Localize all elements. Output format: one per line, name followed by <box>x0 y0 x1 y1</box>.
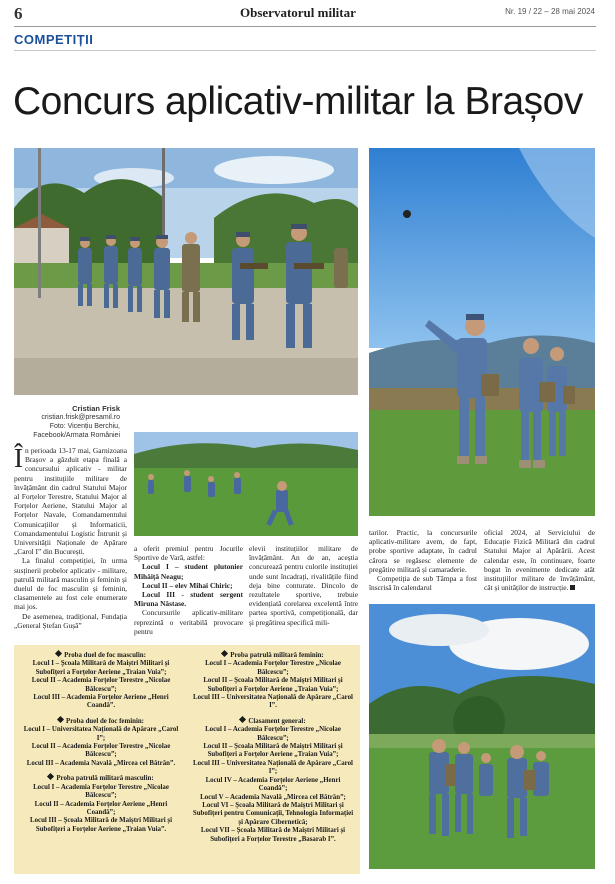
photo-patrol-running <box>369 604 595 869</box>
author-name: Cristian Frisk <box>72 404 120 413</box>
result-block-patrula-feminin <box>191 651 355 711</box>
result-block-duel-masculin <box>20 651 182 711</box>
result-line: Locul II – Școala Militară de Maiștri Militari și Subofițeri a Forțelor Aeriene „Traian Vuia”; <box>203 677 343 693</box>
section-label: COMPETIȚII <box>14 32 94 47</box>
photo-source: Facebook/Armata României <box>33 432 120 439</box>
diamond-bullet-icon <box>239 716 246 723</box>
result-block-duel-feminin <box>20 717 182 768</box>
section-rule <box>14 50 596 51</box>
author-email: cristian.frisk@presamil.ro <box>41 414 120 421</box>
article-column-5 <box>484 528 595 592</box>
col3-paragraph: elevii instituțiilor militare de învățământ. An de an, aceștia concurează pentru culorile instituției unde sunt încadrați, rivalitățile fiind deja bine conturate. Dincolo de rezultatele sportive, trebuie evidențiată corelarea excelentă între partea sportivă, competițională, dar și pregătirea specifică mili- <box>249 544 358 627</box>
article-column-4 <box>369 528 477 592</box>
col4-paragraph-2: Competiția de sub Tâmpa a fost înscrisă în calendarul <box>369 574 477 593</box>
photo-grenade-throw <box>369 148 595 516</box>
result-line: Locul III – Școala Militară de Maiștri Militari și Subofițeri a Forțelor Aeriene „Traian Vuia”. <box>29 817 172 833</box>
result-title: Clasament general: <box>248 717 306 725</box>
results-box <box>14 645 360 874</box>
page-number: 6 <box>14 4 23 23</box>
result-title: Proba patrulă militară masculin: <box>56 775 154 783</box>
article-credits <box>0 404 120 440</box>
result-line: Locul II – Școala Militară de Maiștri Militari și Subofițeri a Forțelor Aeriene „Traian Vuia”; <box>203 743 343 759</box>
result-line: Locul III – Academia Navală „Mircea cel Bătrân”. <box>26 759 176 767</box>
col1-paragraph-1: n perioada 13-17 mai, Garnizoana Brașov a găzduit etapa finală a concursului aplicativ - militar pentru instituțiile militare de învățământ din cadrul Statului Major al Forțelor Terestre, Statului Major al Forțelor Aeriene, Statului Major al Forțelor Navale, Comandamentului Comunicațiilor și Informaticii, Comandamentului Logistic Întrunit și Universității Naționale de Apărare „Carol I” din București. <box>14 446 127 557</box>
diamond-bullet-icon <box>55 650 62 657</box>
diamond-bullet-icon <box>57 716 64 723</box>
col1-paragraph-2: La finalul competiției, în urma susținerii probelor aplicativ - militare, patrulă militară masculin și feminin și duelul de foc masculin și feminin, clasamentele au fost cele enumerate mai jos. <box>14 556 127 612</box>
photo-credit: Foto: Vicențiu Berchiu, <box>49 423 120 430</box>
col4-paragraph-1: tarilor. Practic, la concursurile aplicativ-militare avem, de fapt, probe sportive adaptate, în cadrul cărora se regăsesc elemente de pregătire militară și camaraderie. <box>369 528 477 574</box>
col5-paragraph: oficial 2024, al Serviciului de Educație Fizică Militară din cadrul Statului Major al Apărării. Acest calendar este, în continuare, foarte bogat în evenimente dedicate atât instituțiilor militare de învățământ, cât și unităților de instrucție. <box>484 528 595 593</box>
article-column-1 <box>14 443 127 630</box>
result-title: Proba duel de foc feminin: <box>66 717 144 725</box>
results-left-column <box>20 651 182 834</box>
headline: Concurs aplicativ-militar la Brașov <box>13 80 583 123</box>
result-title: Proba duel de foc masculin: <box>64 652 146 659</box>
award-second: Locul II – elev Mihai Chiric; <box>142 580 233 590</box>
result-line: Locul V – Academia Navală „Mircea cel Bătrân”; <box>200 793 346 801</box>
diamond-bullet-icon <box>47 773 54 780</box>
result-line: Locul III – Academia Forțelor Aeriene „Henri Coandă”. <box>33 694 169 710</box>
result-line: Locul III – Universitatea Națională de Apărare „Carol I”; <box>193 759 353 776</box>
journal-title: Observatorul militar <box>240 5 356 20</box>
result-line: Locul I – Academia Forțelor Terestre „Nicolae Bălcescu”; <box>33 783 169 800</box>
result-line: Locul II – Academia Forțelor Terestre „Nicolae Bălcescu”; <box>31 743 171 759</box>
photo-patrol-field <box>134 432 358 536</box>
results-right-column <box>191 651 355 844</box>
result-line: Locul IV – Academia Forțelor Aeriene „Henri Coandă”; <box>205 776 341 793</box>
result-line: Locul I – Academia Forțelor Terestre „Nicolae Bălcescu”; <box>205 660 341 676</box>
award-first: Locul I – student plutonier Mihăiță Neagu; <box>134 562 243 581</box>
result-line: Locul II – Academia Forțelor Aeriene „Henri Coandă”; <box>34 800 168 816</box>
article-column-3 <box>249 544 358 627</box>
result-line: Locul I – Școala Militară de Maiștri Militari și Subofițeri a Forțelor Aeriene „Traian Vuia”; <box>32 660 170 676</box>
col2-paragraph-1: a oferit premiul pentru Jocurile Sportive de Vară, astfel: <box>134 544 243 563</box>
drop-cap: Î <box>14 443 23 473</box>
award-third: Locul III - student sergent Miruna Năstase. <box>134 590 243 609</box>
result-line: Locul VII – Școala Militară de Maiștri Militari și Subofițeri a Forțelor Terestre „Basarab I”. <box>200 827 346 843</box>
result-line: Locul I – Academia Forțelor Terestre „Nicolae Bălcescu”; <box>205 726 341 742</box>
col1-paragraph-3: De asemenea, tradițional, Fundația „General Ștefan Gușă” <box>14 611 127 630</box>
result-block-clasament-general <box>191 717 355 844</box>
end-mark <box>570 585 575 590</box>
col2-paragraph-2: Concursurile aplicativ-militare reprezintă o veritabilă provocare pentru <box>134 608 243 636</box>
result-line: Locul II – Academia Forțelor Terestre „Nicolae Bălcescu”; <box>31 677 171 693</box>
diamond-bullet-icon <box>221 650 228 657</box>
photo-soldiers-lineup <box>14 148 358 395</box>
result-line: Locul III – Universitatea Națională de Apărare „Carol I”. <box>193 694 353 710</box>
result-block-patrula-masculin <box>20 774 182 834</box>
header-rule <box>14 26 596 27</box>
result-title: Proba patrulă militară feminin: <box>230 652 324 659</box>
result-line: Locul VI – Școala Militară de Maiștri Militari și Subofițeri pentru Comunicații, Tehnologia Informației și Apărare Cibernetică; <box>192 801 354 826</box>
issue-info: Nr. 19 / 22 – 28 mai 2024 <box>505 7 595 16</box>
article-column-2 <box>134 544 243 636</box>
result-line: Locul I – Universitatea Națională de Apărare „Carol I”; <box>23 726 179 742</box>
